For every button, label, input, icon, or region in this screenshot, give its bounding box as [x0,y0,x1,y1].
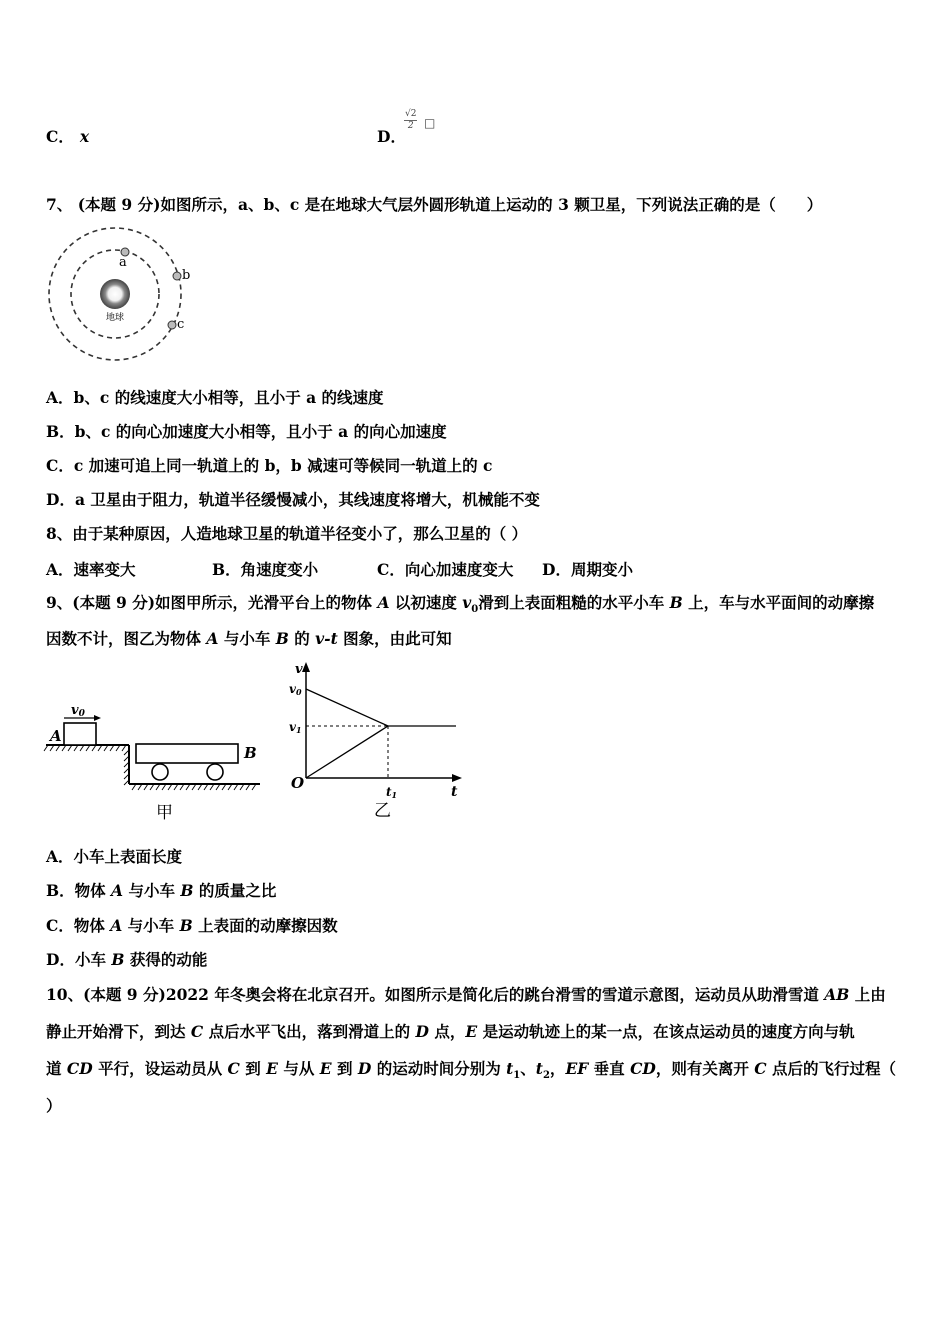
block-a-label: A [50,727,62,745]
figure-jia-caption: 甲 [156,803,173,823]
cart-b-label: B [244,744,257,762]
q8-option-b: B．角速度变小 [212,560,319,579]
q9-option-d: D．小车 B 获得的动能 [46,950,208,969]
satellite-b [173,272,181,280]
svg-text:v: v [295,662,303,677]
cart-wheel-right [207,764,223,780]
figure-yi-caption: 乙 [374,801,391,821]
q8-option-d: D．周期变小 [542,560,633,579]
earth-label: 地球 [105,313,125,323]
q10-stem-line1: 10、(本题 9 分)2022 年冬奥会将在北京召开。如图所示是简化后的跳台滑雪的雪道示意图，运动员从助滑雪道 AB 上由 [46,985,886,1004]
q7-stem: 7、 (本题 9 分)如图所示，a、b、c 是在地球大气层外圆形轨道上运动的 3 颗卫星，下列说法正确的是（ ） [46,195,823,214]
svg-text:t: t [451,784,458,800]
q7-option-d: D．a 卫星由于阻力，轨道半径缓慢减小，其线速度将增大，机械能不变 [46,490,540,509]
q9-option-a: A．小车上表面长度 [46,847,183,866]
prev-option-d: D． [377,127,406,146]
q9-figure-jia [44,700,262,830]
q7-option-a: A．b、c 的线速度大小相等，且小于 a 的线速度 [46,388,384,407]
q8-option-a: A．速率变大 [46,560,136,579]
q8-stem: 8、由于某种原因，人造地球卫星的轨道半径变小了，那么卫星的（ ） [46,524,528,543]
line-a [306,689,388,726]
earth [100,279,130,309]
label-v0: v0 [289,682,302,697]
q9-stem-line2: 因数不计，图乙为物体 A 与小车 B 的 v-t 图象，由此可知 [46,629,452,648]
prev-option-d-fraction: √2 2 [405,109,417,131]
cart-wheel-left [152,764,168,780]
q9-option-b: B．物体 A 与小车 B 的质量之比 [46,881,277,900]
q10-stem-line4: ） [46,1096,62,1115]
q10-stem-line2: 静止开始滑下，到达 C 点后水平飞出，落到滑道上的 D 点，E 是运动轨迹上的某一点，在该点运动员的速度方向与轨 [46,1022,855,1041]
q9-figure-yi [284,656,466,826]
prev-option-d-tail: □ [424,116,436,130]
satellite-c-label: c [177,317,185,332]
prev-option-c: C． x [46,127,90,146]
q10-stem-line3: 道 CD 平行，设运动员从 C 到 E 与从 E 到 D 的运动时间分别为 $t_1$、$t_2$，EF 垂直 CD，则有关离开 C 点后的飞行过程（ [46,1059,896,1082]
block-a [64,723,96,745]
satellite-c [168,321,176,329]
q7-option-b: B．b、c 的向心加速度大小相等，且小于 a 的向心加速度 [46,422,447,441]
q7-option-c: C．c 加速可追上同一轨道上的 b，b 减速可等候同一轨道上的 c [46,456,493,475]
label-v1: v1 [289,720,302,735]
label-t1: t1 [386,785,398,800]
svg-text:v0: v0 [71,703,85,719]
satellite-a-label: a [119,255,127,270]
q7-orbit-figure [46,228,191,364]
q9-option-c: C．物体 A 与小车 B 上表面的动摩擦因数 [46,916,338,935]
line-b [306,726,388,778]
q9-stem-line1: 9、(本题 9 分)如图甲所示，光滑平台上的物体 A 以初速度 $v_0$滑到上表面粗糙的水平小车 B 上，车与水平面间的动摩擦 [46,593,875,616]
q8-option-c: C．向心加速度变大 [377,560,514,579]
svg-text:O: O [291,774,305,792]
cart-b [136,744,238,763]
satellite-b-label: b [182,268,191,283]
